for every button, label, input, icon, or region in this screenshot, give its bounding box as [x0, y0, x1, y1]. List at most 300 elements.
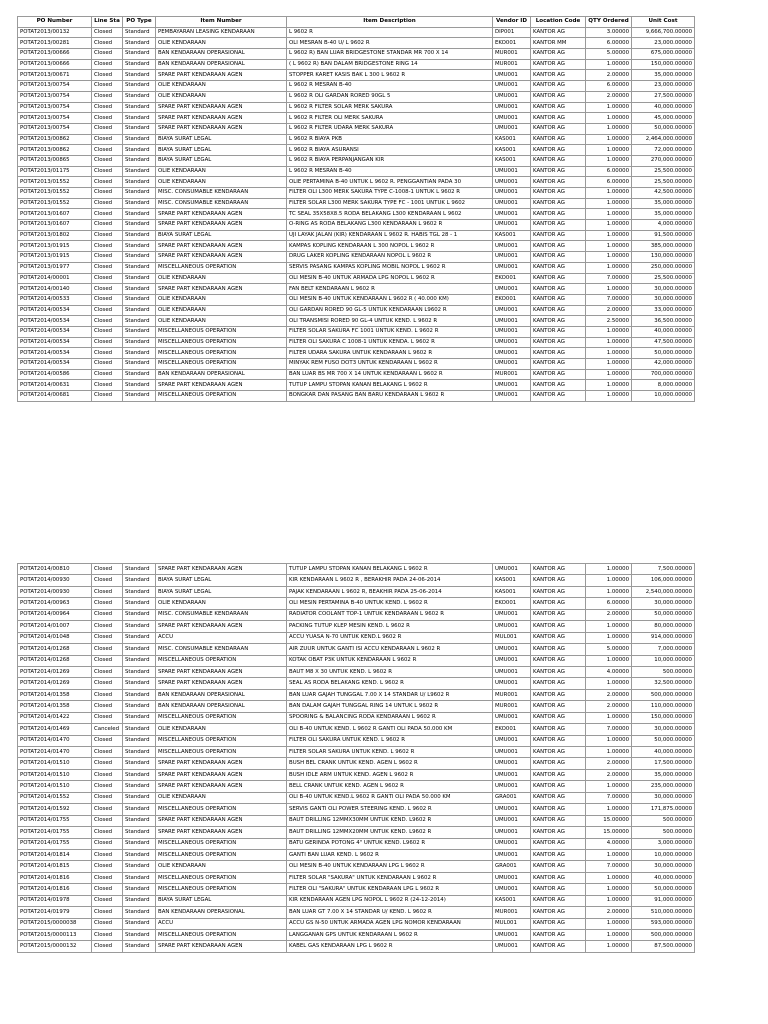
line-status-cell: Closed: [92, 49, 123, 60]
table-row: [18, 701, 695, 712]
vendor-id-cell: MUR001: [493, 689, 531, 700]
vendor-id-cell: UMU001: [493, 252, 531, 263]
unit-cost-cell: 10,000.00000: [632, 391, 695, 402]
vendor-id-cell: UMU001: [493, 316, 531, 327]
unit-cost-cell: 7,500.00000: [632, 564, 695, 575]
table-row: [18, 316, 695, 327]
po-number-cell: POTAT2014/01007: [18, 621, 92, 632]
location-code-cell: KANTOR AG: [531, 59, 586, 70]
unit-cost-cell: 91,500.00000: [632, 230, 695, 241]
po-number-cell: POTAT2013/00754: [18, 113, 92, 124]
vendor-id-cell: UMU001: [493, 123, 531, 134]
po-type-cell: Standard: [123, 294, 156, 305]
vendor-id-cell: MUL001: [493, 918, 531, 929]
item-number-cell: OLIE KENDARAAN: [156, 294, 287, 305]
item-number-cell: SPARE PART KENDARAAN AGEN: [156, 209, 287, 220]
qty-ordered-cell: 1.00000: [586, 220, 632, 231]
po-type-cell: Standard: [123, 27, 156, 38]
vendor-id-cell: UMU001: [493, 91, 531, 102]
po-type-cell: Standard: [123, 735, 156, 746]
location-code-cell: KANTOR AG: [531, 145, 586, 156]
item-number-cell: BIAYA SURAT LEGAL: [156, 134, 287, 145]
po-table-page-2: [17, 563, 695, 953]
po-type-cell: Standard: [123, 689, 156, 700]
qty-ordered-cell: 1.00000: [586, 747, 632, 758]
vendor-id-cell: UMU001: [493, 621, 531, 632]
location-code-cell: KANTOR AG: [531, 284, 586, 295]
po-number-cell: POTAT2014/01816: [18, 884, 92, 895]
po-number-cell: POTAT2013/01552: [18, 188, 92, 199]
line-status-cell: Closed: [92, 59, 123, 70]
item-description-cell: BAUT DRILLING 12MMX30MM UNTUK KEND. L9602 R: [287, 815, 493, 826]
location-code-cell: KANTOR AG: [531, 792, 586, 803]
item-number-cell: SPARE PART KENDARAAN AGEN: [156, 781, 287, 792]
location-code-cell: KANTOR AG: [531, 262, 586, 273]
unit-cost-cell: 10,000.00000: [632, 655, 695, 666]
item-number-cell: MISC. CONSUMABLE KENDARAAN: [156, 188, 287, 199]
item-description-cell: ACCU YUASA N-70 UNTUK KEND.L 9602 R: [287, 632, 493, 643]
table-row: [18, 273, 695, 284]
line-status-cell: Closed: [92, 102, 123, 113]
po-type-cell: Standard: [123, 252, 156, 263]
location-code-cell: KANTOR AG: [531, 666, 586, 677]
po-number-cell: POTAT2014/01269: [18, 666, 92, 677]
unit-cost-cell: 50,000.00000: [632, 884, 695, 895]
line-status-cell: Closed: [92, 621, 123, 632]
po-number-cell: POTAT2014/01510: [18, 758, 92, 769]
location-code-cell: KANTOR AG: [531, 380, 586, 391]
po-number-cell: POTAT2014/00631: [18, 380, 92, 391]
item-description-cell: DRUG LAKER KOPLING KENDARAAN NOPOL L 9602 R: [287, 252, 493, 263]
table-row: [18, 145, 695, 156]
item-description-cell: FILTER OLI "SAKURA" UNTUK KENDARAAN LPG L 9602 R: [287, 884, 493, 895]
item-number-cell: MISC. CONSUMABLE KENDARAAN: [156, 644, 287, 655]
table-row: [18, 198, 695, 209]
item-number-cell: MISCELLANEOUS OPERATION: [156, 712, 287, 723]
po-number-cell: POTAT2014/00681: [18, 391, 92, 402]
item-description-cell: BATU GERINDA POTONG 4" UNTUK KEND. L9602 R: [287, 838, 493, 849]
qty-ordered-cell: 1.00000: [586, 941, 632, 952]
item-number-cell: BIAYA SURAT LEGAL: [156, 895, 287, 906]
po-type-cell: Standard: [123, 359, 156, 370]
vendor-id-cell: KAS001: [493, 145, 531, 156]
table-row: [18, 155, 695, 166]
location-code-cell: KANTOR AG: [531, 252, 586, 263]
unit-cost-cell: 40,000.00000: [632, 326, 695, 337]
vendor-id-cell: UMU001: [493, 305, 531, 316]
po-number-cell: POTAT2013/01977: [18, 262, 92, 273]
location-code-cell: KANTOR AG: [531, 177, 586, 188]
unit-cost-cell: 50,000.00000: [632, 609, 695, 620]
po-type-cell: Standard: [123, 284, 156, 295]
vendor-id-cell: KAS001: [493, 575, 531, 586]
table-row: [18, 918, 695, 929]
item-number-cell: PEMBAYARAN LEASING KENDARAAN: [156, 27, 287, 38]
line-status-cell: Closed: [92, 930, 123, 941]
vendor-id-cell: MUR001: [493, 369, 531, 380]
unit-cost-cell: 106,000.00000: [632, 575, 695, 586]
item-description-cell: OLI B-40 UNTUK KEND. L 9602 R GANTI OLI PADA 50.000 KM: [287, 724, 493, 735]
unit-cost-cell: 80,000.00000: [632, 621, 695, 632]
table-body-page-1: [18, 27, 695, 401]
item-number-cell: MISCELLANEOUS OPERATION: [156, 747, 287, 758]
qty-ordered-cell: 1.00000: [586, 359, 632, 370]
po-type-cell: Standard: [123, 316, 156, 327]
line-status-cell: Closed: [92, 134, 123, 145]
location-code-cell: KANTOR AG: [531, 241, 586, 252]
qty-ordered-cell: 1.00000: [586, 241, 632, 252]
unit-cost-cell: 50,000.00000: [632, 348, 695, 359]
item-description-cell: OLI MESIN PERTAMINA B-40 UNTUK KEND. L 9602 R: [287, 598, 493, 609]
unit-cost-cell: 30,000.00000: [632, 284, 695, 295]
unit-cost-cell: 500.00000: [632, 666, 695, 677]
unit-cost-cell: 35,000.00000: [632, 209, 695, 220]
location-code-cell: KANTOR AG: [531, 609, 586, 620]
vendor-id-cell: EKO001: [493, 724, 531, 735]
item-number-cell: SPARE PART KENDARAAN AGEN: [156, 758, 287, 769]
table-row: [18, 27, 695, 38]
table-row: [18, 369, 695, 380]
table-row: [18, 621, 695, 632]
po-type-cell: Standard: [123, 113, 156, 124]
location-code-cell: KANTOR AG: [531, 188, 586, 199]
po-number-cell: POTAT2014/01358: [18, 689, 92, 700]
item-description-cell: L 9602 R MESRAN B-40: [287, 166, 493, 177]
po-type-cell: Standard: [123, 586, 156, 597]
location-code-cell: KANTOR AG: [531, 326, 586, 337]
po-type-cell: Standard: [123, 678, 156, 689]
line-status-cell: Closed: [92, 769, 123, 780]
location-code-cell: KANTOR AG: [531, 134, 586, 145]
po-number-cell: POTAT2014/01269: [18, 678, 92, 689]
vendor-id-cell: EKO001: [493, 273, 531, 284]
location-code-cell: KANTOR AG: [531, 758, 586, 769]
po-number-cell: POTAT2014/01755: [18, 838, 92, 849]
location-code-cell: KANTOR AG: [531, 872, 586, 883]
item-number-cell: SPARE PART KENDARAAN AGEN: [156, 678, 287, 689]
qty-ordered-cell: 1.00000: [586, 102, 632, 113]
item-description-cell: OLI TRANSMISI RORED 90 GL-4 UNTUK KEND. L 9602 R: [287, 316, 493, 327]
item-description-cell: SERVIS GANTI OLI POWER STEERING KEND. L 9602 R: [287, 804, 493, 815]
qty-ordered-cell: 2.00000: [586, 305, 632, 316]
po-type-cell: Standard: [123, 188, 156, 199]
po-number-cell: POTAT2013/00671: [18, 70, 92, 81]
unit-cost-cell: 914,000.00000: [632, 632, 695, 643]
vendor-id-cell: UMU001: [493, 655, 531, 666]
po-type-cell: Standard: [123, 872, 156, 883]
location-code-cell: KANTOR AG: [531, 689, 586, 700]
po-number-cell: POTAT2014/00534: [18, 337, 92, 348]
column-header: QTY Ordered: [586, 17, 632, 28]
po-number-cell: POTAT2013/00754: [18, 123, 92, 134]
table-row: [18, 735, 695, 746]
item-description-cell: MINYAK REM FUSO DOT3 UNTUK KENDARAAN L 9602 R: [287, 359, 493, 370]
unit-cost-cell: 171,875.00000: [632, 804, 695, 815]
unit-cost-cell: 35,000.00000: [632, 769, 695, 780]
po-type-cell: Standard: [123, 621, 156, 632]
item-description-cell: BUSH BEL CRANK UNTUK KEND. AGEN L 9602 R: [287, 758, 493, 769]
qty-ordered-cell: 1.00000: [586, 564, 632, 575]
qty-ordered-cell: 1.00000: [586, 849, 632, 860]
po-number-cell: POTAT2015/0000113: [18, 930, 92, 941]
vendor-id-cell: UMU001: [493, 930, 531, 941]
location-code-cell: KANTOR AG: [531, 930, 586, 941]
po-type-cell: Standard: [123, 177, 156, 188]
table-row: [18, 598, 695, 609]
item-description-cell: SEAL AS RODA BELAKANG KEND. L 9602 R: [287, 678, 493, 689]
table-row: [18, 861, 695, 872]
location-code-cell: KANTOR AG: [531, 575, 586, 586]
line-status-cell: Closed: [92, 792, 123, 803]
po-type-cell: Standard: [123, 337, 156, 348]
table-row: [18, 177, 695, 188]
line-status-cell: Closed: [92, 38, 123, 49]
item-description-cell: L 9602 R BIAYA ASURANSI: [287, 145, 493, 156]
po-number-cell: POTAT2014/01470: [18, 735, 92, 746]
po-type-cell: Standard: [123, 209, 156, 220]
line-status-cell: Closed: [92, 337, 123, 348]
vendor-id-cell: MUL001: [493, 632, 531, 643]
unit-cost-cell: 33,000.00000: [632, 305, 695, 316]
vendor-id-cell: UMU001: [493, 735, 531, 746]
line-status-cell: Closed: [92, 838, 123, 849]
vendor-id-cell: UMU001: [493, 815, 531, 826]
po-type-cell: Standard: [123, 38, 156, 49]
qty-ordered-cell: 1.00000: [586, 391, 632, 402]
po-type-cell: Standard: [123, 102, 156, 113]
po-number-cell: POTAT2013/01607: [18, 209, 92, 220]
vendor-id-cell: UMU001: [493, 564, 531, 575]
po-type-cell: Standard: [123, 758, 156, 769]
table-row: [18, 305, 695, 316]
table-row: [18, 252, 695, 263]
item-number-cell: SPARE PART KENDARAAN AGEN: [156, 621, 287, 632]
po-type-cell: Standard: [123, 220, 156, 231]
item-number-cell: MISCELLANEOUS OPERATION: [156, 884, 287, 895]
item-description-cell: BAUT DRILLING 12MMX20MM UNTUK KEND. L9602 R: [287, 827, 493, 838]
item-number-cell: SPARE PART KENDARAAN AGEN: [156, 815, 287, 826]
table-row: [18, 712, 695, 723]
table-row: [18, 70, 695, 81]
item-number-cell: ACCU: [156, 918, 287, 929]
po-number-cell: POTAT2014/01552: [18, 792, 92, 803]
po-number-cell: POTAT2014/00534: [18, 359, 92, 370]
unit-cost-cell: 8,000.00000: [632, 380, 695, 391]
po-number-cell: POTAT2013/00754: [18, 102, 92, 113]
vendor-id-cell: KAS001: [493, 230, 531, 241]
po-number-cell: POTAT2014/01815: [18, 861, 92, 872]
item-number-cell: OLIE KENDARAAN: [156, 177, 287, 188]
po-type-cell: Standard: [123, 609, 156, 620]
line-status-cell: Closed: [92, 369, 123, 380]
item-description-cell: OLI B-40 UNTUK KEND.L 9602 R GANTI OLI PADA 50.000 KM: [287, 792, 493, 803]
column-header: Unit Cost: [632, 17, 695, 28]
qty-ordered-cell: 1.00000: [586, 145, 632, 156]
vendor-id-cell: UMU001: [493, 769, 531, 780]
item-number-cell: BIAYA SURAT LEGAL: [156, 155, 287, 166]
unit-cost-cell: 30,000.00000: [632, 724, 695, 735]
item-description-cell: TC SEAL 35X58X8.5 RODA BELAKANG L300 KENDARAAN L 9602: [287, 209, 493, 220]
location-code-cell: KANTOR AG: [531, 113, 586, 124]
qty-ordered-cell: 15.00000: [586, 827, 632, 838]
line-status-cell: Closed: [92, 70, 123, 81]
table-row: [18, 380, 695, 391]
qty-ordered-cell: 4.00000: [586, 666, 632, 677]
table-row: [18, 134, 695, 145]
location-code-cell: KANTOR AG: [531, 166, 586, 177]
item-description-cell: TUTUP LAMPU STOPAN KANAN BELAKANG L 9602 R: [287, 380, 493, 391]
qty-ordered-cell: 5.00000: [586, 49, 632, 60]
location-code-cell: KANTOR AG: [531, 918, 586, 929]
location-code-cell: KANTOR AG: [531, 804, 586, 815]
item-description-cell: FILTER SOLAR SAKURA UNTUK KEND. L 9602 R: [287, 747, 493, 758]
qty-ordered-cell: 1.00000: [586, 884, 632, 895]
qty-ordered-cell: 1.00000: [586, 575, 632, 586]
vendor-id-cell: DIP001: [493, 27, 531, 38]
line-status-cell: Closed: [92, 91, 123, 102]
table-row: [18, 895, 695, 906]
table-row: [18, 815, 695, 826]
location-code-cell: KANTOR AG: [531, 712, 586, 723]
po-number-cell: POTAT2013/01552: [18, 177, 92, 188]
vendor-id-cell: GRA001: [493, 792, 531, 803]
qty-ordered-cell: 2.00000: [586, 758, 632, 769]
line-status-cell: Closed: [92, 827, 123, 838]
unit-cost-cell: 50,000.00000: [632, 735, 695, 746]
line-status-cell: Closed: [92, 609, 123, 620]
item-number-cell: BIAYA SURAT LEGAL: [156, 145, 287, 156]
line-status-cell: Closed: [92, 188, 123, 199]
vendor-id-cell: KAS001: [493, 586, 531, 597]
item-description-cell: KOTAK OBAT P3K UNTUK KENDARAAN L 9602 R: [287, 655, 493, 666]
unit-cost-cell: 27,500.00000: [632, 91, 695, 102]
po-type-cell: Standard: [123, 134, 156, 145]
unit-cost-cell: 35,000.00000: [632, 198, 695, 209]
line-status-cell: Closed: [92, 262, 123, 273]
item-description-cell: SERVIS PASANG KAMPAS KOPLING MOBIL NOPOL L 9602 R: [287, 262, 493, 273]
vendor-id-cell: UMU001: [493, 758, 531, 769]
line-status-cell: Closed: [92, 712, 123, 723]
item-number-cell: SPARE PART KENDARAAN AGEN: [156, 769, 287, 780]
table-row: [18, 188, 695, 199]
item-number-cell: MISCELLANEOUS OPERATION: [156, 326, 287, 337]
item-description-cell: BAN DALAM GAJAH TUNGGAL RING 14 UNTUK L 9602 R: [287, 701, 493, 712]
po-number-cell: POTAT2013/00281: [18, 38, 92, 49]
item-description-cell: AIR ZUUR UNTUK GANTI ISI ACCU KENDARAAN L 9602 R: [287, 644, 493, 655]
line-status-cell: Canceled: [92, 724, 123, 735]
item-description-cell: O-RING AS RODA BELAKANG L300 KENDARAAN L 9602 R: [287, 220, 493, 231]
po-number-cell: POTAT2014/01048: [18, 632, 92, 643]
table-row: [18, 209, 695, 220]
unit-cost-cell: 42,500.00000: [632, 188, 695, 199]
po-type-cell: Standard: [123, 724, 156, 735]
item-number-cell: MISCELLANEOUS OPERATION: [156, 391, 287, 402]
vendor-id-cell: UMU001: [493, 337, 531, 348]
line-status-cell: Closed: [92, 678, 123, 689]
unit-cost-cell: 235,000.00000: [632, 781, 695, 792]
po-type-cell: Standard: [123, 804, 156, 815]
item-number-cell: OLIE KENDARAAN: [156, 724, 287, 735]
po-number-cell: POTAT2014/01268: [18, 644, 92, 655]
item-description-cell: OLIE PERTAMINA B-40 UNTUK L 9602 R. PENGGANTIAN PADA 30: [287, 177, 493, 188]
item-number-cell: SPARE PART KENDARAAN AGEN: [156, 380, 287, 391]
item-description-cell: L 9602 R BIAYA PKB: [287, 134, 493, 145]
table-row: [18, 586, 695, 597]
item-number-cell: MISCELLANEOUS OPERATION: [156, 262, 287, 273]
item-number-cell: SPARE PART KENDARAAN AGEN: [156, 284, 287, 295]
item-description-cell: FILTER OLI SAKURA UNTUK KEND. L 9602 R: [287, 735, 493, 746]
po-number-cell: POTAT2014/00534: [18, 326, 92, 337]
location-code-cell: KANTOR AG: [531, 815, 586, 826]
line-status-cell: Closed: [92, 849, 123, 860]
line-status-cell: Closed: [92, 907, 123, 918]
column-header: Location Code: [531, 17, 586, 28]
qty-ordered-cell: 1.00000: [586, 209, 632, 220]
table-row: [18, 724, 695, 735]
line-status-cell: Closed: [92, 284, 123, 295]
location-code-cell: KANTOR MM: [531, 38, 586, 49]
qty-ordered-cell: 2.00000: [586, 91, 632, 102]
line-status-cell: Closed: [92, 391, 123, 402]
qty-ordered-cell: 6.00000: [586, 598, 632, 609]
item-number-cell: OLIE KENDARAAN: [156, 316, 287, 327]
po-number-cell: POTAT2014/01979: [18, 907, 92, 918]
po-number-cell: POTAT2013/01552: [18, 198, 92, 209]
unit-cost-cell: 110,000.00000: [632, 701, 695, 712]
vendor-id-cell: UMU001: [493, 666, 531, 677]
header-row: [18, 17, 695, 28]
po-type-cell: Standard: [123, 369, 156, 380]
vendor-id-cell: UMU001: [493, 391, 531, 402]
item-number-cell: SPARE PART KENDARAAN AGEN: [156, 564, 287, 575]
location-code-cell: KANTOR AG: [531, 209, 586, 220]
table-row: [18, 337, 695, 348]
po-type-cell: Standard: [123, 81, 156, 92]
item-description-cell: BAN LUAR BS MR 700 X 14 UNTUK KENDARAAN L 9602 R: [287, 369, 493, 380]
unit-cost-cell: 3,000.00000: [632, 838, 695, 849]
item-number-cell: BAN KENDARAAN OPERASIONAL: [156, 689, 287, 700]
vendor-id-cell: UMU001: [493, 609, 531, 620]
table-row: [18, 294, 695, 305]
po-type-cell: Standard: [123, 712, 156, 723]
table-row: [18, 689, 695, 700]
po-type-cell: Standard: [123, 91, 156, 102]
po-number-cell: POTAT2014/00534: [18, 316, 92, 327]
item-description-cell: L 9602 R BIAYA PERPANJANGAN KIR: [287, 155, 493, 166]
unit-cost-cell: 17,500.00000: [632, 758, 695, 769]
table-row: [18, 102, 695, 113]
table-row: [18, 262, 695, 273]
item-description-cell: UJI LAYAK JALAN (KIR) KENDARAAN L 9602 R. HABIS TGL 28 - 1: [287, 230, 493, 241]
qty-ordered-cell: 3.00000: [586, 27, 632, 38]
location-code-cell: KANTOR AG: [531, 895, 586, 906]
line-status-cell: Closed: [92, 632, 123, 643]
qty-ordered-cell: 7.00000: [586, 792, 632, 803]
qty-ordered-cell: 7.00000: [586, 861, 632, 872]
po-type-cell: Standard: [123, 273, 156, 284]
po-type-cell: Standard: [123, 838, 156, 849]
item-description-cell: ( L 9602 R) BAN DALAM BRIDGESTONE RING 14: [287, 59, 493, 70]
item-number-cell: SPARE PART KENDARAAN AGEN: [156, 827, 287, 838]
location-code-cell: KANTOR AG: [531, 564, 586, 575]
po-type-cell: Standard: [123, 49, 156, 60]
unit-cost-cell: 510,000.00000: [632, 907, 695, 918]
line-status-cell: Closed: [92, 861, 123, 872]
item-description-cell: L 9602 R FILTER UDARA MERK SAKURA: [287, 123, 493, 134]
line-status-cell: Closed: [92, 273, 123, 284]
vendor-id-cell: UMU001: [493, 198, 531, 209]
location-code-cell: KANTOR AG: [531, 102, 586, 113]
